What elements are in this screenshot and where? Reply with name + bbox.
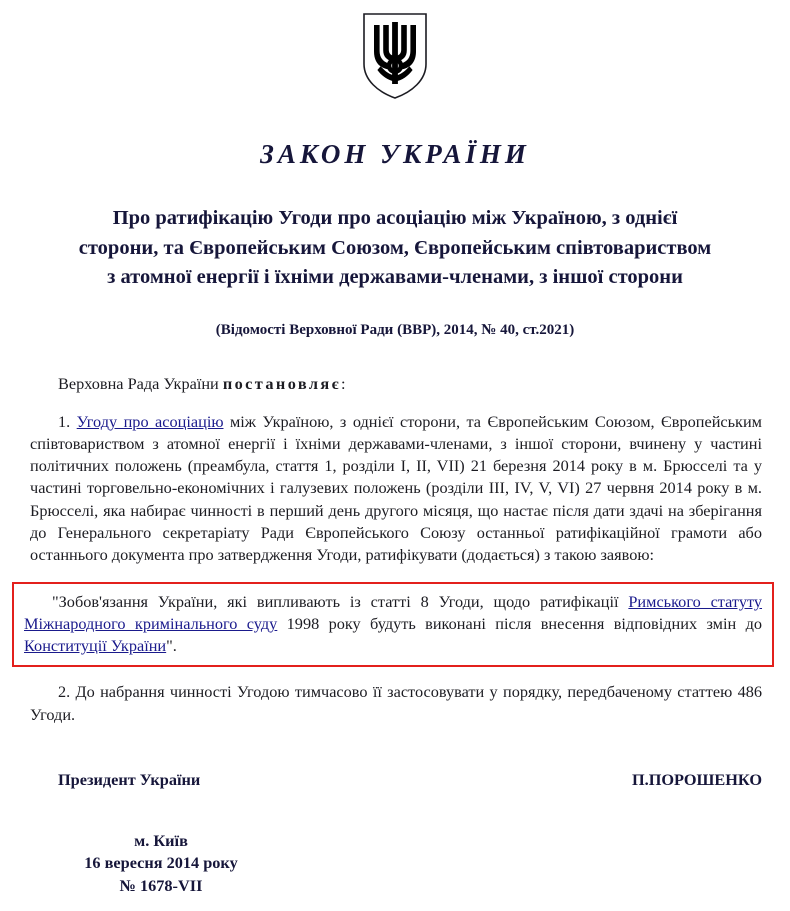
declaration-quote-box: [12, 582, 774, 667]
issue-city: м. Київ: [134, 830, 188, 850]
emblem-container: [0, 0, 790, 112]
paragraph-2: 2. До набрання чинності Угодою тимчасово її застосовувати у порядку, передбаченому статтею 486 Угоди.: [30, 682, 762, 724]
paragraph-1: [30, 411, 762, 566]
enacting-verb: постановляє: [222, 373, 342, 393]
ukraine-coat-of-arms-icon: [362, 12, 428, 100]
enacting-clause: [30, 373, 762, 395]
signatory-role: Президент України: [58, 769, 201, 789]
enacting-prefix: Верховна Рада України: [58, 373, 223, 393]
signatory-name: П.ПОРОШЕНКО: [631, 769, 762, 789]
link-rome-statute[interactable]: Римського статуту Міжнародного кримінального суду: [24, 591, 763, 634]
signature-block: [58, 770, 762, 790]
document-number: № 1678-VII: [119, 875, 203, 895]
page-title: Про ратифікацію Угоди про асоціацію між Україною, з однієї сторони, та Європейським Союзом, Європейським співтовариством з атомної енергії і їхніми державами-членами, з іншої сторони: [78, 207, 712, 288]
law-kicker: ЗАКОН УКРАЇНИ: [260, 139, 530, 169]
issue-date: 16 вересня 2014 року: [84, 853, 238, 873]
link-association-agreement[interactable]: Угоду про асоціацію: [76, 411, 224, 431]
declaration-quote-text: [24, 591, 762, 657]
paragraph-1-number: 1.: [58, 411, 77, 431]
quote-segment-3: ".: [166, 636, 177, 656]
quote-segment-1: "Зобов'язання України, які випливають із статті 8 Угоди, щодо ратифікації: [52, 591, 629, 611]
link-constitution-of-ukraine[interactable]: Конституції України: [24, 636, 167, 656]
paragraph-2-container: [30, 681, 762, 725]
paragraph-1-text: між Україною, з однієї сторони, та Європейським Союзом, Європейським співтовариством з атомної енергії і їхніми державами-членами, з іншої сторони, вчинену у частині політичних положень (преамбула, стаття 1, розділи I, II, VII) 21 березня 2014 року в м. Брюсселі та у частині торговельно-економічних і галузевих положень (розділи III, IV, V, VI) 27 червня 2014 року в м. Брюсселі, яка набирає чинності в перший день другого місяця, що настає після дати здачі на зберігання до Генерального секретаріату Ради Європейського Союзу останньої ратифікаційної грамоти або останнього документа про затвердження Угоди, ратифікувати (додається) з такою заявою:: [30, 411, 762, 564]
document-body: [30, 373, 762, 566]
quote-segment-2: 1998 року будуть виконані після внесення відповідних змін до: [277, 614, 762, 634]
enacting-suffix: :: [341, 373, 346, 393]
issue-details-block: [36, 830, 286, 897]
publication-reference: (Відомості Верховної Ради (ВВР), 2014, № 40, ст.2021): [215, 321, 575, 338]
